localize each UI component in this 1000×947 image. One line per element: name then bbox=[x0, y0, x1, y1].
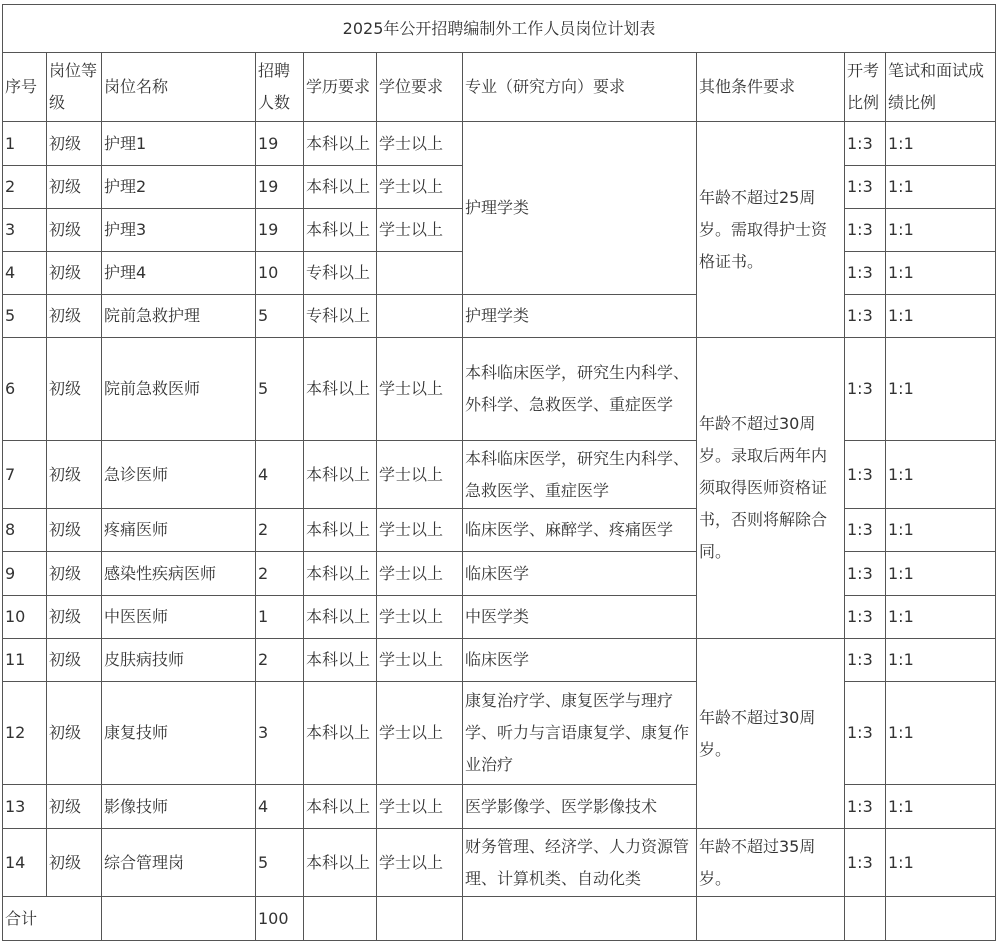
cell-seq: 12 bbox=[3, 682, 47, 785]
cell-level: 初级 bbox=[47, 252, 102, 295]
cell-name: 中医医师 bbox=[102, 596, 256, 639]
cell-count: 10 bbox=[256, 252, 304, 295]
cell-degree: 学士以上 bbox=[377, 209, 463, 252]
total-empty bbox=[463, 897, 697, 941]
cell-ratio: 1:3 bbox=[845, 166, 886, 209]
cell-education: 本科以上 bbox=[304, 166, 377, 209]
cell-degree bbox=[377, 295, 463, 338]
cell-name: 皮肤病技师 bbox=[102, 639, 256, 682]
cell-major: 临床医学 bbox=[463, 639, 697, 682]
cell-count: 4 bbox=[256, 441, 304, 509]
cell-degree: 学士以上 bbox=[377, 639, 463, 682]
cell-name: 护理1 bbox=[102, 122, 256, 166]
cell-major: 本科临床医学，研究生内科学、外科学、急救医学、重症医学 bbox=[463, 338, 697, 441]
cell-degree: 学士以上 bbox=[377, 166, 463, 209]
cell-degree: 学士以上 bbox=[377, 509, 463, 552]
cell-level: 初级 bbox=[47, 639, 102, 682]
table-row bbox=[3, 509, 996, 552]
cell-count: 2 bbox=[256, 552, 304, 596]
cell-count: 1 bbox=[256, 596, 304, 639]
header-degree: 学位要求 bbox=[377, 53, 463, 122]
cell-major: 护理学类 bbox=[463, 295, 697, 338]
cell-major-merged: 护理学类 bbox=[463, 122, 697, 295]
cell-education: 本科以上 bbox=[304, 509, 377, 552]
header-level: 岗位等级 bbox=[47, 53, 102, 122]
cell-count: 5 bbox=[256, 338, 304, 441]
cell-seq: 7 bbox=[3, 441, 47, 509]
header-ratio: 开考比例 bbox=[845, 53, 886, 122]
header-name: 岗位名称 bbox=[102, 53, 256, 122]
cell-seq: 2 bbox=[3, 166, 47, 209]
cell-ratio: 1:3 bbox=[845, 682, 886, 785]
cell-major: 本科临床医学，研究生内科学、急救医学、重症医学 bbox=[463, 441, 697, 509]
cell-degree: 学士以上 bbox=[377, 682, 463, 785]
cell-name: 影像技师 bbox=[102, 785, 256, 829]
cell-seq: 3 bbox=[3, 209, 47, 252]
header-education: 学历要求 bbox=[304, 53, 377, 122]
cell-major: 财务管理、经济学、人力资源管理、计算机类、自动化类 bbox=[463, 829, 697, 897]
cell-level: 初级 bbox=[47, 552, 102, 596]
cell-major: 中医学类 bbox=[463, 596, 697, 639]
header-count: 招聘人数 bbox=[256, 53, 304, 122]
cell-name: 护理3 bbox=[102, 209, 256, 252]
cell-ratio: 1:3 bbox=[845, 639, 886, 682]
cell-other-merged: 年龄不超过30周岁。录取后两年内须取得医师资格证书，否则将解除合同。 bbox=[697, 338, 845, 639]
cell-name: 护理4 bbox=[102, 252, 256, 295]
cell-education: 本科以上 bbox=[304, 596, 377, 639]
cell-education: 本科以上 bbox=[304, 682, 377, 785]
cell-level: 初级 bbox=[47, 166, 102, 209]
total-row bbox=[3, 897, 996, 941]
cell-count: 3 bbox=[256, 682, 304, 785]
cell-education: 专科以上 bbox=[304, 295, 377, 338]
cell-seq: 9 bbox=[3, 552, 47, 596]
recruitment-plan-table bbox=[2, 4, 996, 941]
cell-degree: 学士以上 bbox=[377, 552, 463, 596]
cell-name: 综合管理岗 bbox=[102, 829, 256, 897]
cell-level: 初级 bbox=[47, 338, 102, 441]
cell-score: 1:1 bbox=[886, 682, 996, 785]
cell-level: 初级 bbox=[47, 682, 102, 785]
cell-ratio: 1:3 bbox=[845, 596, 886, 639]
cell-level: 初级 bbox=[47, 785, 102, 829]
table-row bbox=[3, 338, 996, 441]
cell-degree: 学士以上 bbox=[377, 338, 463, 441]
cell-count: 5 bbox=[256, 829, 304, 897]
cell-score: 1:1 bbox=[886, 166, 996, 209]
table-row bbox=[3, 682, 996, 785]
table-row bbox=[3, 785, 996, 829]
cell-education: 本科以上 bbox=[304, 639, 377, 682]
cell-score: 1:1 bbox=[886, 209, 996, 252]
cell-other-merged: 年龄不超过30周岁。 bbox=[697, 639, 845, 829]
cell-education: 本科以上 bbox=[304, 441, 377, 509]
cell-education: 本科以上 bbox=[304, 338, 377, 441]
cell-seq: 5 bbox=[3, 295, 47, 338]
table-row bbox=[3, 552, 996, 596]
table-row bbox=[3, 295, 996, 338]
cell-major: 临床医学 bbox=[463, 552, 697, 596]
cell-score: 1:1 bbox=[886, 509, 996, 552]
table-row bbox=[3, 122, 996, 166]
cell-ratio: 1:3 bbox=[845, 552, 886, 596]
cell-score: 1:1 bbox=[886, 441, 996, 509]
cell-seq: 4 bbox=[3, 252, 47, 295]
total-empty bbox=[845, 897, 886, 941]
cell-level: 初级 bbox=[47, 829, 102, 897]
cell-name: 急诊医师 bbox=[102, 441, 256, 509]
table-title: 2025年公开招聘编制外工作人员岗位计划表 bbox=[3, 5, 996, 53]
cell-level: 初级 bbox=[47, 122, 102, 166]
cell-seq: 6 bbox=[3, 338, 47, 441]
cell-major: 临床医学、麻醉学、疼痛医学 bbox=[463, 509, 697, 552]
cell-count: 2 bbox=[256, 639, 304, 682]
cell-name: 院前急救护理 bbox=[102, 295, 256, 338]
cell-name: 感染性疾病医师 bbox=[102, 552, 256, 596]
cell-degree bbox=[377, 252, 463, 295]
cell-count: 2 bbox=[256, 509, 304, 552]
cell-seq: 10 bbox=[3, 596, 47, 639]
cell-education: 本科以上 bbox=[304, 209, 377, 252]
cell-seq: 14 bbox=[3, 829, 47, 897]
cell-score: 1:1 bbox=[886, 122, 996, 166]
cell-ratio: 1:3 bbox=[845, 338, 886, 441]
total-empty bbox=[377, 897, 463, 941]
header-major: 专业（研究方向）要求 bbox=[463, 53, 697, 122]
cell-score: 1:1 bbox=[886, 338, 996, 441]
cell-seq: 13 bbox=[3, 785, 47, 829]
cell-count: 19 bbox=[256, 122, 304, 166]
cell-score: 1:1 bbox=[886, 596, 996, 639]
cell-score: 1:1 bbox=[886, 829, 996, 897]
cell-ratio: 1:3 bbox=[845, 209, 886, 252]
total-count: 100 bbox=[256, 897, 304, 941]
cell-count: 5 bbox=[256, 295, 304, 338]
cell-name: 康复技师 bbox=[102, 682, 256, 785]
cell-level: 初级 bbox=[47, 441, 102, 509]
cell-ratio: 1:3 bbox=[845, 829, 886, 897]
cell-level: 初级 bbox=[47, 209, 102, 252]
total-empty bbox=[697, 897, 845, 941]
cell-degree: 学士以上 bbox=[377, 441, 463, 509]
total-empty-name bbox=[102, 897, 256, 941]
cell-ratio: 1:3 bbox=[845, 252, 886, 295]
cell-name: 护理2 bbox=[102, 166, 256, 209]
cell-score: 1:1 bbox=[886, 785, 996, 829]
total-label: 合计 bbox=[3, 897, 102, 941]
cell-ratio: 1:3 bbox=[845, 295, 886, 338]
cell-education: 本科以上 bbox=[304, 829, 377, 897]
cell-level: 初级 bbox=[47, 596, 102, 639]
cell-degree: 学士以上 bbox=[377, 785, 463, 829]
cell-major: 医学影像学、医学影像技术 bbox=[463, 785, 697, 829]
cell-education: 本科以上 bbox=[304, 785, 377, 829]
header-row bbox=[3, 53, 996, 122]
cell-major: 康复治疗学、康复医学与理疗学、听力与言语康复学、康复作业治疗 bbox=[463, 682, 697, 785]
cell-degree: 学士以上 bbox=[377, 829, 463, 897]
cell-ratio: 1:3 bbox=[845, 509, 886, 552]
cell-name: 疼痛医师 bbox=[102, 509, 256, 552]
cell-level: 初级 bbox=[47, 295, 102, 338]
cell-education: 专科以上 bbox=[304, 252, 377, 295]
cell-seq: 8 bbox=[3, 509, 47, 552]
cell-level: 初级 bbox=[47, 509, 102, 552]
cell-count: 19 bbox=[256, 209, 304, 252]
cell-ratio: 1:3 bbox=[845, 441, 886, 509]
header-other: 其他条件要求 bbox=[697, 53, 845, 122]
cell-seq: 11 bbox=[3, 639, 47, 682]
table-row bbox=[3, 639, 996, 682]
cell-other-merged: 年龄不超过25周岁。需取得护士资格证书。 bbox=[697, 122, 845, 338]
cell-ratio: 1:3 bbox=[845, 122, 886, 166]
cell-education: 本科以上 bbox=[304, 122, 377, 166]
total-empty bbox=[886, 897, 996, 941]
cell-count: 4 bbox=[256, 785, 304, 829]
cell-other: 年龄不超过35周岁。 bbox=[697, 829, 845, 897]
cell-score: 1:1 bbox=[886, 639, 996, 682]
cell-degree: 学士以上 bbox=[377, 596, 463, 639]
title-row bbox=[3, 5, 996, 53]
table-row bbox=[3, 829, 996, 897]
table-row bbox=[3, 441, 996, 509]
cell-education: 本科以上 bbox=[304, 552, 377, 596]
cell-score: 1:1 bbox=[886, 552, 996, 596]
cell-score: 1:1 bbox=[886, 295, 996, 338]
header-score: 笔试和面试成绩比例 bbox=[886, 53, 996, 122]
cell-name: 院前急救医师 bbox=[102, 338, 256, 441]
table-row bbox=[3, 596, 996, 639]
cell-seq: 1 bbox=[3, 122, 47, 166]
cell-ratio: 1:3 bbox=[845, 785, 886, 829]
cell-count: 19 bbox=[256, 166, 304, 209]
cell-degree: 学士以上 bbox=[377, 122, 463, 166]
total-empty bbox=[304, 897, 377, 941]
cell-score: 1:1 bbox=[886, 252, 996, 295]
header-seq: 序号 bbox=[3, 53, 47, 122]
